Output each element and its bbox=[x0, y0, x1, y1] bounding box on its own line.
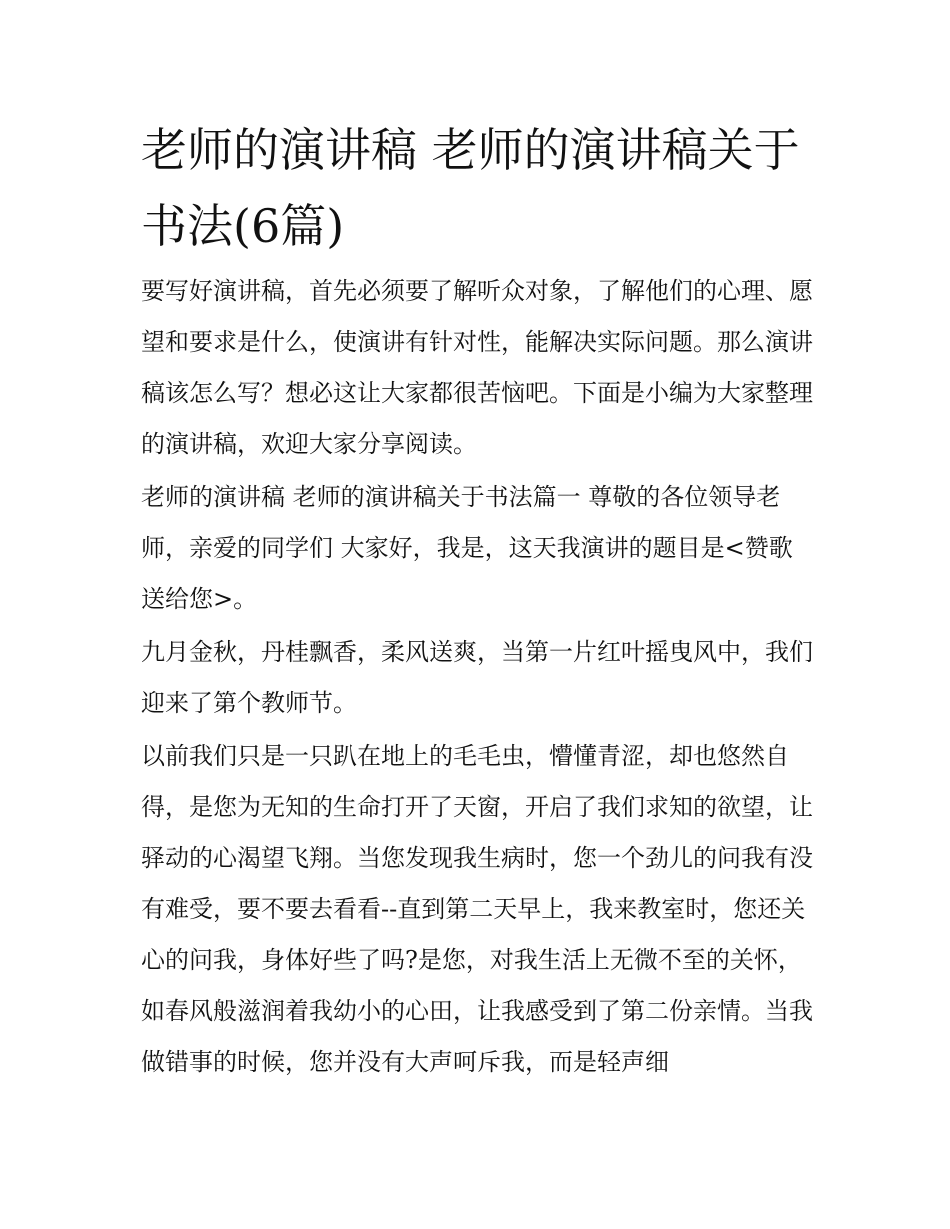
paragraph-autumn: 九月金秋，丹桂飘香，柔风送爽，当第一片红叶摇曳风中，我们迎来了第个教师节。 bbox=[141, 638, 813, 717]
paragraph-intro: 要写好演讲稿，首先必须要了解听众对象，了解他们的心理、愿望和要求是什么，使演讲有针对性，能解决实际问题。那么演讲稿该怎么写？想必这让大家都很苦恼吧。下面是小编为大家整理的演讲稿，欢迎大家分享阅读。 bbox=[141, 277, 813, 458]
paragraph-greeting: 老师的演讲稿 老师的演讲稿关于书法篇一 尊敬的各位领导老师，亲爱的同学们 大家好，我是，这天我演讲的题目是<赞歌送给您>。 bbox=[141, 483, 793, 613]
paragraph-memory: 以前我们只是一只趴在地上的毛毛虫，懵懂青涩，却也悠然自得，是您为无知的生命打开了天窗，开启了我们求知的欲望，让驿动的心渴望飞翔。当您发现我生病时，您一个劲儿的问我有没有难受，要不要去看看--直到第二天早上，我来教室时，您还关心的问我，身体好些了吗?是您，对我生活上无微不至的关怀，如春风般滋润着我幼小的心田，让我感受到了第二份亲情。当我做错事的时候，您并没有大声呵斥我，而是轻声细 bbox=[141, 742, 813, 1076]
document-body bbox=[141, 112, 813, 1090]
document-title: 老师的演讲稿 老师的演讲稿关于书法(6篇) bbox=[141, 123, 800, 253]
